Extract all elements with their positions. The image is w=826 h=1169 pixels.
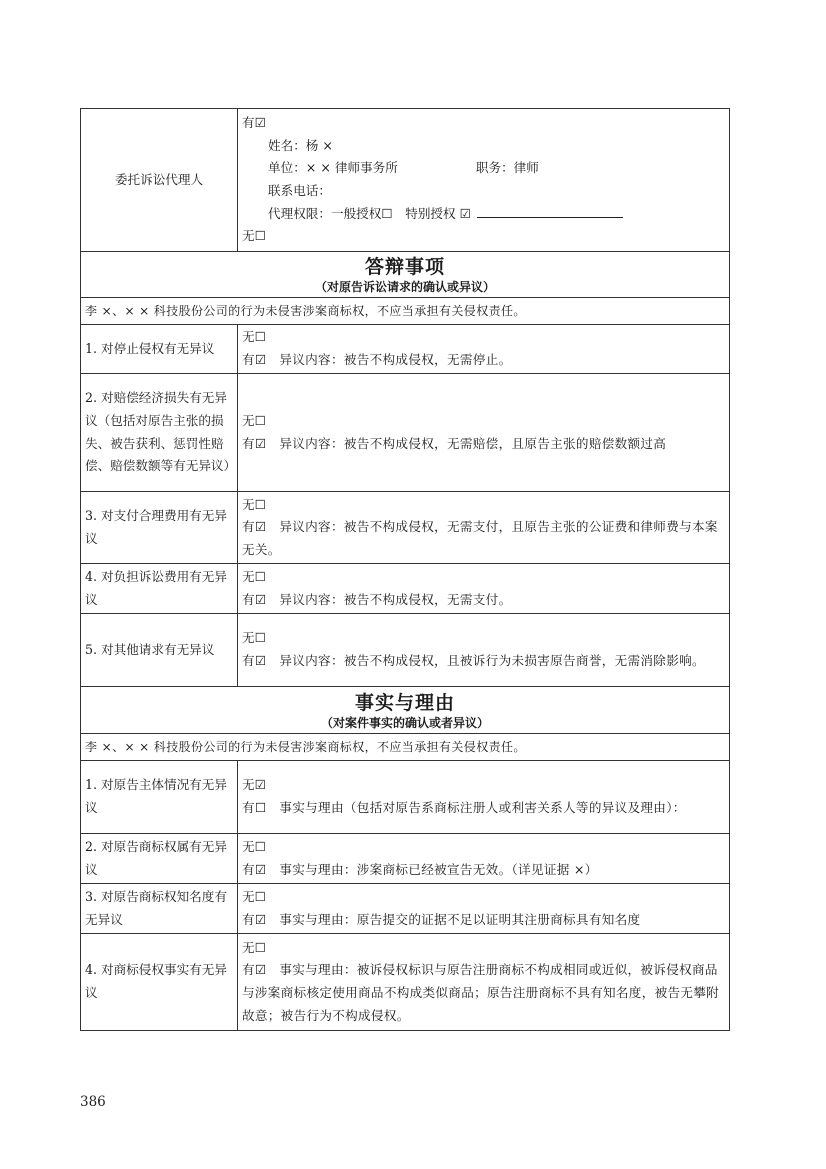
defense-row-content bbox=[238, 374, 730, 492]
defense-objection: 有☑ 异议内容：被告不构成侵权，且被诉行为未损害原告商誉，无需消除影响。 bbox=[242, 653, 705, 668]
agent-unit: 单位：× × 律师事务所 bbox=[268, 160, 398, 176]
facts-section-title: 事实与理由 bbox=[354, 691, 455, 714]
facts-row bbox=[81, 884, 730, 934]
agent-position: 职务：律师 bbox=[475, 160, 539, 176]
agent-authority[interactable]: 代理权限：一般授权☐ 特别授权 ☑ bbox=[268, 205, 471, 221]
defense-no-checkbox[interactable]: 无☐ bbox=[242, 329, 266, 345]
agent-no-checkbox[interactable]: 无☐ bbox=[242, 228, 266, 244]
agent-row bbox=[81, 109, 730, 252]
facts-row-label: 3. 对原告商标权知名度有无异议 bbox=[81, 884, 238, 934]
defense-form-table bbox=[80, 108, 730, 1031]
facts-first-option[interactable]: 无☐ bbox=[242, 838, 266, 854]
defense-row-content bbox=[238, 564, 730, 614]
agent-authority-line bbox=[242, 203, 725, 226]
agent-yes-checkbox[interactable]: 有☑ bbox=[242, 115, 266, 131]
facts-second-option: 有☐ 事实与理由（包括对原告系商标注册人或利害关系人等的异议及理由）： bbox=[242, 800, 686, 815]
agent-unit-line bbox=[242, 157, 725, 180]
defense-objection: 有☑ 异议内容：被告不构成侵权，无需赔偿，且原告主张的赔偿数额过高 bbox=[242, 435, 667, 451]
page-number: 386 bbox=[80, 1094, 106, 1110]
facts-row-content bbox=[238, 934, 730, 1031]
defense-statement: 李 ×、× × 科技股份公司的行为未侵害涉案商标权，不应当承担有关侵权责任。 bbox=[81, 298, 730, 325]
defense-objection: 有☑ 异议内容：被告不构成侵权，无需停止。 bbox=[242, 352, 512, 367]
defense-section-title: 答辩事项 bbox=[364, 256, 445, 278]
facts-row-label: 1. 对原告主体情况有无异议 bbox=[81, 761, 238, 834]
facts-row-label: 4. 对商标侵权事实有无异议 bbox=[81, 934, 238, 1031]
facts-row-label: 2. 对原告商标权属有无异议 bbox=[81, 834, 238, 884]
facts-section-subtitle: （对案件事实的确认或者异议） bbox=[320, 715, 489, 730]
facts-first-option[interactable]: 无☑ bbox=[242, 777, 266, 793]
facts-first-option[interactable]: 无☐ bbox=[242, 939, 266, 955]
defense-row bbox=[81, 374, 730, 492]
defense-statement-row bbox=[81, 298, 730, 325]
defense-row bbox=[81, 492, 730, 564]
facts-row-content bbox=[238, 761, 730, 834]
facts-row-content bbox=[238, 834, 730, 884]
defense-no-checkbox[interactable]: 无☐ bbox=[242, 496, 266, 512]
defense-no-checkbox[interactable]: 无☐ bbox=[242, 412, 266, 428]
defense-row-label: 3. 对支付合理费用有无异议 bbox=[81, 492, 238, 564]
defense-row-content bbox=[238, 492, 730, 564]
defense-row-content bbox=[238, 614, 730, 687]
facts-row bbox=[81, 834, 730, 884]
agent-label: 委托诉讼代理人 bbox=[81, 109, 238, 252]
facts-row-content bbox=[238, 884, 730, 934]
facts-row bbox=[81, 761, 730, 834]
defense-row bbox=[81, 614, 730, 687]
defense-row-label: 5. 对其他请求有无异议 bbox=[81, 614, 238, 687]
defense-row bbox=[81, 325, 730, 374]
facts-statement-row bbox=[81, 734, 730, 761]
facts-second-option: 有☑ 事实与理由：涉案商标已经被宣告无效。（详见证据 ×） bbox=[242, 861, 598, 877]
facts-second-option: 有☑ 事实与理由：被诉侵权标识与原告注册商标不构成相同或近似，被诉侵权商品与涉案商标核定使用商品不构成类似商品；原告注册商标不具有知名度，被告无攀附故意；被告行为不构成侵权。 bbox=[242, 962, 720, 1023]
defense-row-content bbox=[238, 325, 730, 374]
defense-row-label: 4. 对负担诉讼费用有无异议 bbox=[81, 564, 238, 614]
defense-objection: 有☑ 异议内容：被告不构成侵权，无需支付，且原告主张的公证费和律师费与本案无关。 bbox=[242, 519, 718, 557]
defense-row bbox=[81, 564, 730, 614]
defense-no-checkbox[interactable]: 无☐ bbox=[242, 568, 266, 584]
agent-details bbox=[238, 109, 730, 252]
defense-objection: 有☑ 异议内容：被告不构成侵权，无需支付。 bbox=[242, 591, 512, 607]
defense-no-checkbox[interactable]: 无☐ bbox=[242, 630, 266, 646]
defense-row-label: 2. 对赔偿经济损失有无异议（包括对原告主张的损失、被告获利、惩罚性赔偿、赔偿数额等有无异议） bbox=[81, 374, 238, 492]
facts-second-option: 有☑ 事实与理由：原告提交的证据不足以证明其注册商标具有知名度 bbox=[242, 911, 641, 927]
facts-section-header bbox=[81, 687, 730, 734]
defense-section-header bbox=[81, 252, 730, 298]
facts-first-option[interactable]: 无☐ bbox=[242, 888, 266, 904]
agent-name: 姓名：杨 × bbox=[268, 137, 333, 153]
defense-section-subtitle: （对原告诉讼请求的确认或异议） bbox=[314, 280, 495, 294]
facts-row bbox=[81, 934, 730, 1031]
defense-row-label: 1. 对停止侵权有无异议 bbox=[81, 325, 238, 374]
authority-blank-line[interactable] bbox=[477, 205, 623, 218]
agent-phone: 联系电话： bbox=[268, 183, 331, 198]
facts-statement: 李 ×、× × 科技股份公司的行为未侵害涉案商标权，不应当承担有关侵权责任。 bbox=[81, 734, 730, 761]
